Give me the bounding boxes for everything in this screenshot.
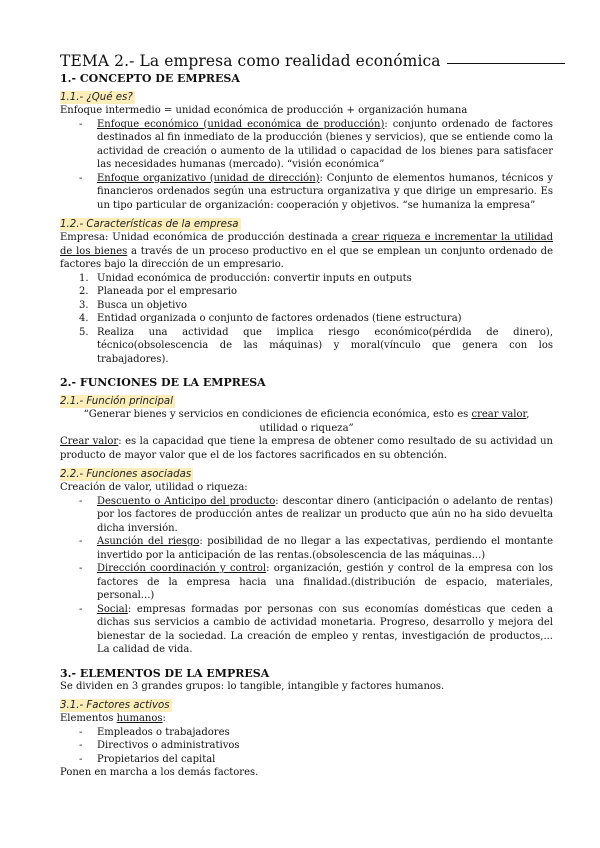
subheading-3-1: 3.1.- Factores activos	[60, 700, 170, 711]
paragraph-elementos: Elementos humanos:	[60, 713, 166, 724]
paragraph-definition: Empresa: Unidad económica de producción destinada a crear riqueza e incrementar la utilidad de los bienes a través de un proceso productivo en el que se emplean un conjunto ordenado de factores bajo la dirección de un empresario.	[60, 232, 553, 270]
subheading-1-1: 1.1.- ¿Qué es?	[60, 92, 133, 103]
list-item: 1. Unidad económica de producción: convertir inputs en outputs	[79, 272, 412, 284]
page-title: TEMA 2.- La empresa como realidad económica	[60, 52, 553, 72]
list-item: - Propietarios del capital	[97, 753, 553, 767]
list-item: - Enfoque organizativo (unidad de dirección): Conjunto de elementos humanos, técnicos y financieros ordenados según una estructura organizativa y que dirige un empresario. Es un tipo particular de organización: cooperación y objetivos. “se humaniza la empresa”	[97, 172, 553, 213]
list-item: - Empleados o trabajadores	[97, 726, 553, 740]
paragraph-intro-2: Creación de valor, utilidad o riqueza:	[60, 482, 248, 493]
document-page	[60, 52, 553, 780]
numbered-list	[60, 272, 553, 367]
title-rule	[447, 63, 565, 64]
list-item: 2. Planeada por el empresario	[79, 286, 238, 297]
bullet-list-2	[60, 495, 553, 657]
paragraph-crear-valor: Crear valor: es la capacidad que tiene la empresa de obtener como resultado de su actividad un producto de mayor valor que el de los factores sacrificados en su obtención.	[60, 436, 553, 461]
bullet-list-1	[60, 118, 553, 213]
list-item: - Enfoque económico (unidad económica de producción): conjunto ordenado de factores destinados al fin inmediato de la producción (bienes y servicios), que se entiende como la actividad de creación o aumento de la utilidad o capacidad de los bienes para satisfacer las necesidades humanas (mercado). “visión económica”	[97, 118, 553, 172]
list-item: 3. Busca un objetivo	[79, 299, 188, 311]
list-item: - Directivos o administrativos	[97, 739, 553, 753]
section-heading-2: 2.- FUNCIONES DE LA EMPRESA	[60, 376, 266, 389]
subheading-1-2: 1.2.- Características de la empresa	[60, 219, 239, 230]
paragraph-intro-3: Se dividen en 3 grandes grupos: lo tangible, intangible y factores humanos.	[60, 680, 445, 692]
list-item: - Dirección coordinación y control: organización, gestión y control de la empresa con los factores de la empresa hacia una finalidad.(distribución de espacio, materiales, personal...)	[97, 562, 553, 603]
list-item: 4. Entidad organizada o conjunto de factores ordenados (tiene estructura)	[79, 313, 462, 324]
bullet-list-3	[60, 726, 553, 767]
quote: “Generar bienes y servicios en condiciones de eficiencia económica, esto es crear valor, utilidad o riqueza”	[83, 409, 530, 434]
subheading-2-2: 2.2.- Funciones asociadas	[60, 469, 192, 480]
list-item: - Asunción del riesgo: posibilidad de no llegar a las expectativas, perdiendo el montante invertido por la anticipación de las rentas.(obsolescencia de las máquinas...)	[97, 535, 553, 562]
paragraph-closing: Ponen en marcha a los demás factores.	[60, 767, 259, 778]
list-item: - Social: empresas formadas por personas con sus economías domésticas que ceden a dichas sus servicios a cambio de actividad monetaria. Progreso, desarrollo y mejora del bienestar de la sociedad. La creación de empleo y rentas, investigación de productos,... La calidad de vida.	[97, 603, 553, 657]
list-item: 5. Realiza una actividad que implica riesgo económico(pérdida de dinero), técnico(obsolescencia de las máquinas) y moral(vínculo que genera con los trabajadores).	[79, 326, 553, 365]
section-heading-3: 3.- ELEMENTOS DE LA EMPRESA	[60, 666, 270, 680]
list-item: - Descuento o Anticipo del producto: descontar dinero (anticipación o adelanto de rentas) por los factores de producción antes de realizar un producto que aún no ha sido devuelta dicha inversión.	[97, 495, 553, 536]
paragraph-intro-1: Enfoque intermedio = unidad económica de producción + organización humana	[60, 105, 468, 116]
section-heading-1: 1.- CONCEPTO DE EMPRESA	[60, 72, 240, 85]
subheading-2-1: 2.1.- Función principal	[60, 396, 173, 407]
